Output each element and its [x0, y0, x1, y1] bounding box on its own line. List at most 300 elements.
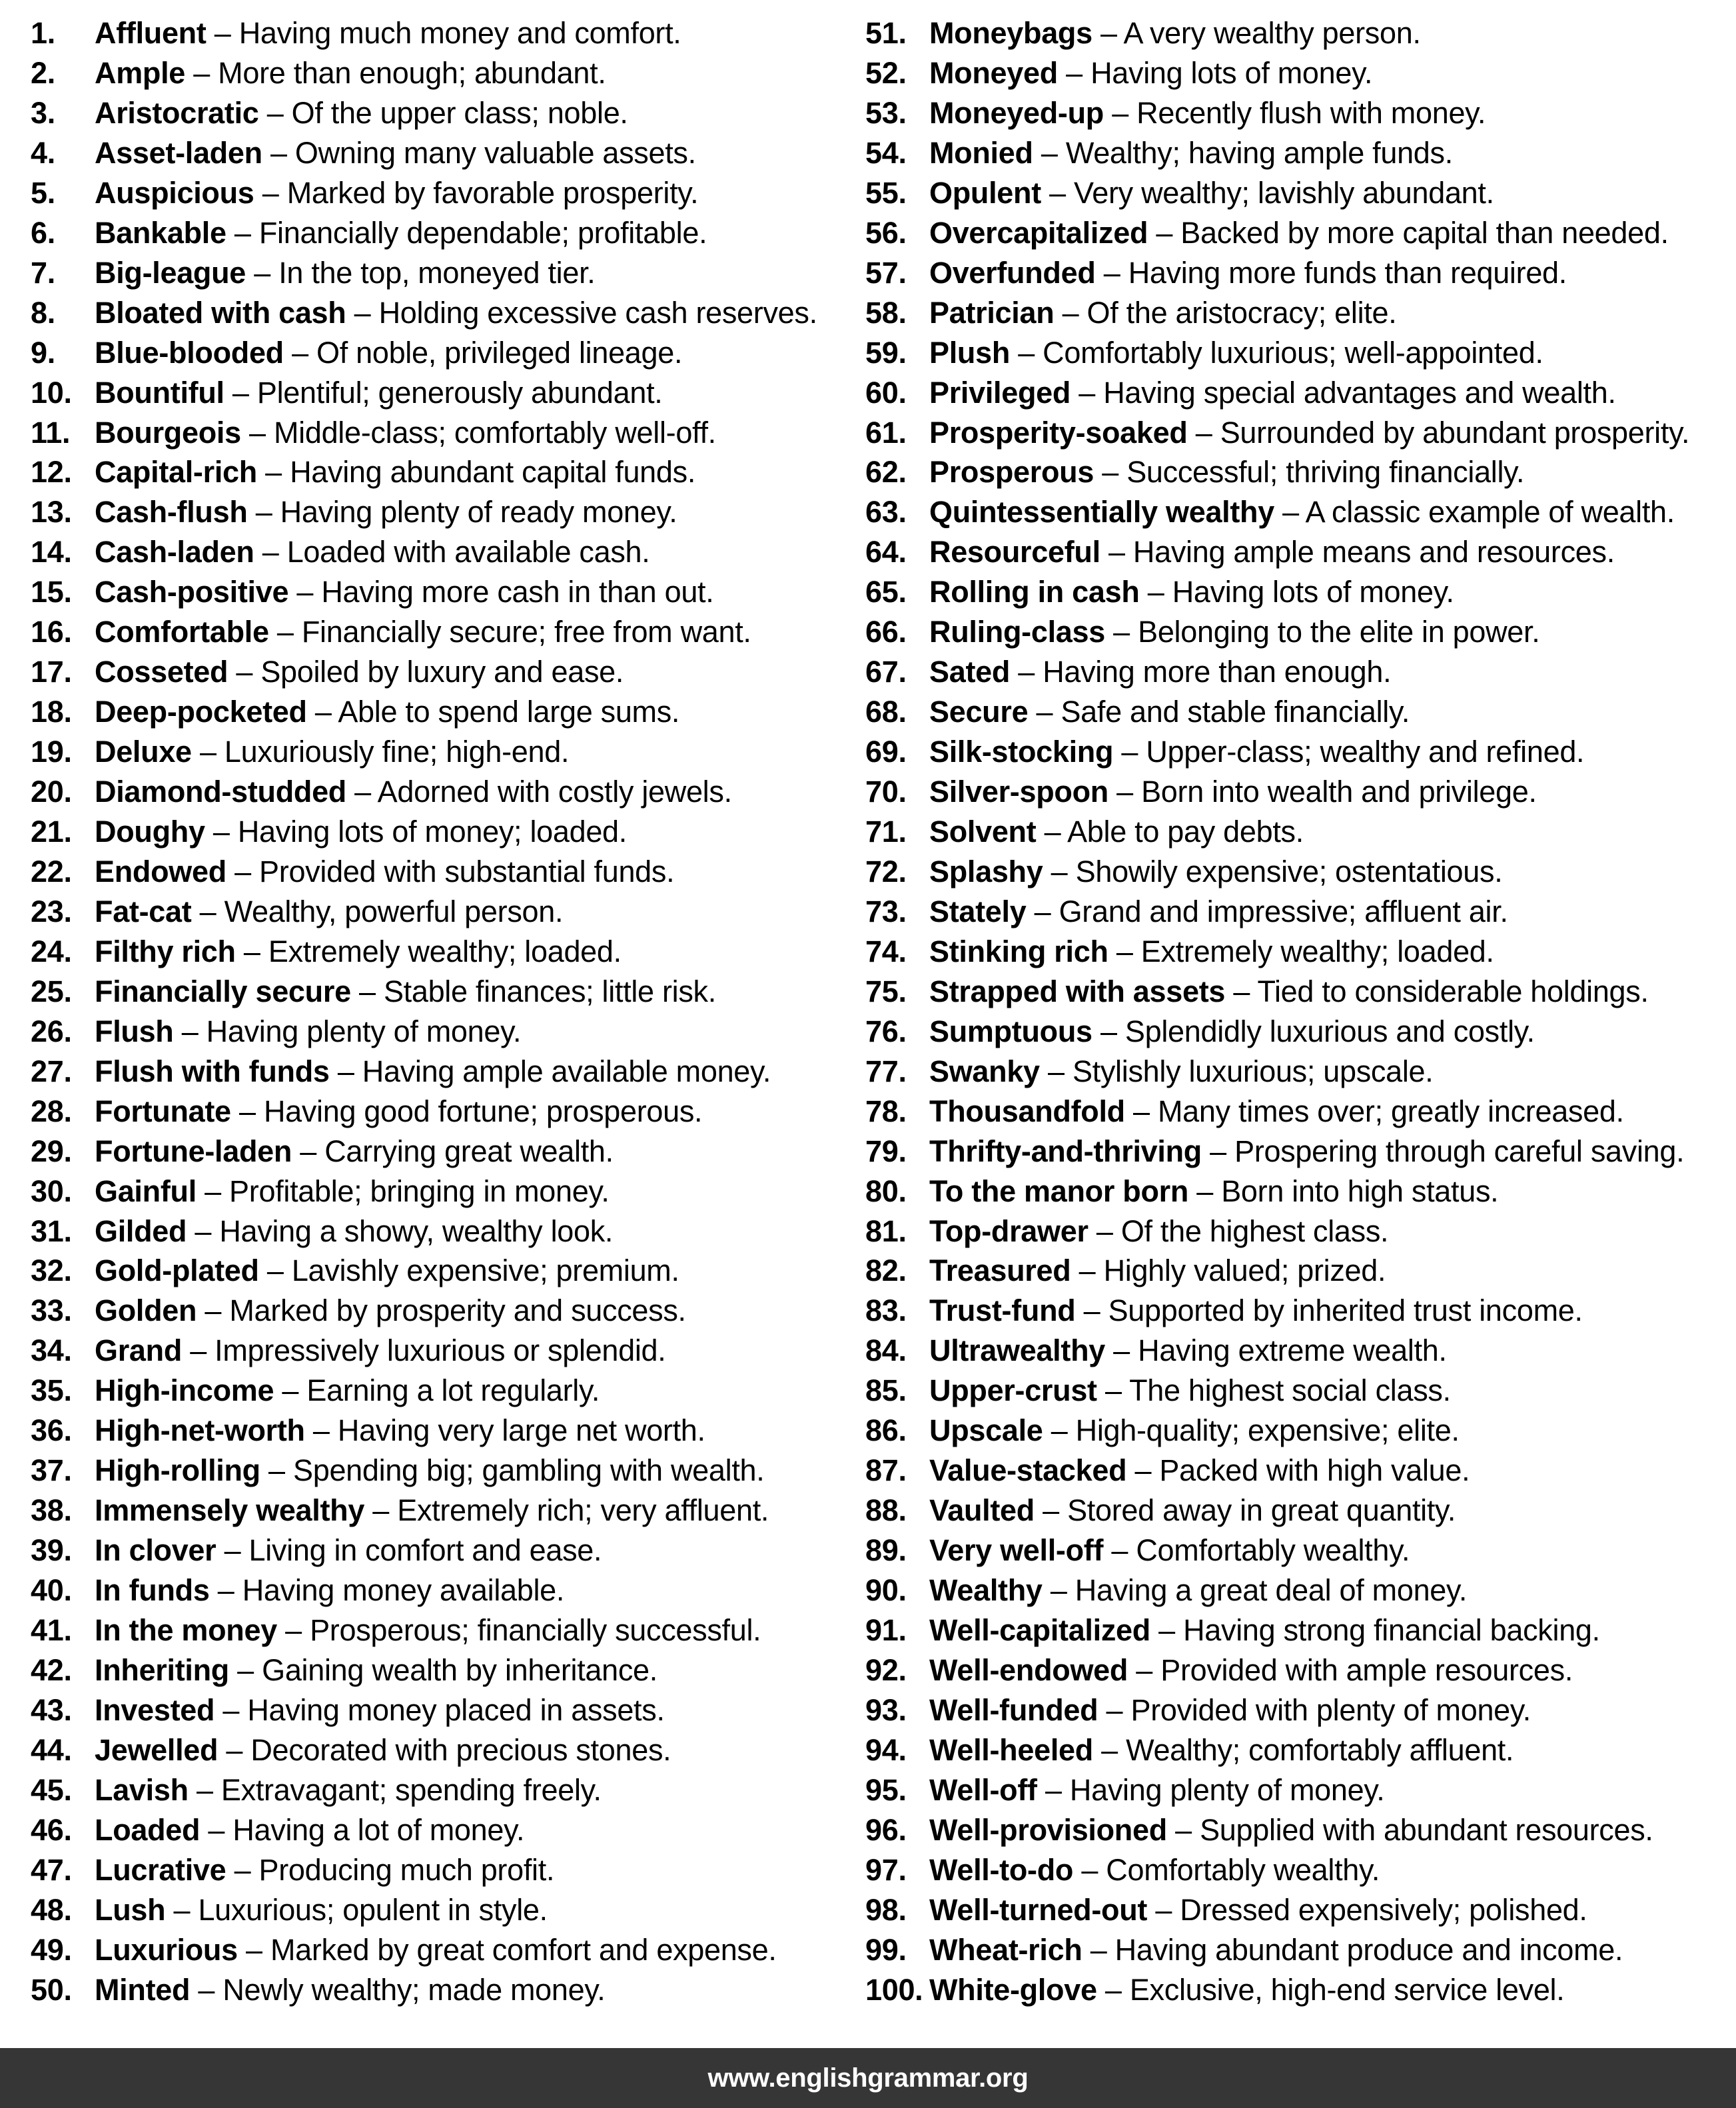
item-term: Lucrative — [95, 1852, 226, 1887]
item-number: 82. — [865, 1253, 907, 1288]
item-separator: – — [1098, 1692, 1131, 1727]
item-number: 98. — [865, 1892, 907, 1927]
item-number: 17. — [31, 655, 72, 689]
item-term: Cash-positive — [95, 575, 289, 609]
item-entry — [929, 1411, 1460, 1451]
item-term: Well-provisioned — [929, 1812, 1167, 1847]
item-term: Well-funded — [929, 1692, 1098, 1727]
item-term: Well-to-do — [929, 1852, 1074, 1887]
item-entry — [929, 93, 1486, 133]
item-term: Well-capitalized — [929, 1613, 1150, 1647]
item-separator: – — [190, 1972, 223, 2007]
item-definition: A classic example of wealth. — [1305, 495, 1675, 529]
item-number: 33. — [31, 1293, 72, 1328]
item-term: Overcapitalized — [929, 215, 1148, 250]
item-definition: Profitable; bringing in money. — [229, 1174, 610, 1208]
item-separator: – — [306, 695, 338, 729]
item-separator: – — [1042, 1573, 1075, 1608]
item-number: 88. — [865, 1493, 907, 1528]
item-separator: – — [288, 575, 322, 609]
item-number: 38. — [31, 1493, 72, 1528]
item-term: Aristocratic — [95, 95, 259, 130]
item-definition: Having ample available money. — [362, 1054, 771, 1088]
item-definition: A very wealthy person. — [1123, 16, 1421, 50]
item-definition: Having more cash in than out. — [321, 575, 714, 609]
item-entry — [95, 1610, 761, 1650]
item-definition: Successful; thriving financially. — [1126, 455, 1525, 490]
item-definition: Lavishly expensive; premium. — [291, 1253, 679, 1288]
item-separator: – — [191, 894, 224, 928]
item-term: Diamond-studded — [95, 775, 346, 809]
item-term: High-income — [95, 1373, 274, 1408]
item-number: 96. — [865, 1812, 907, 1847]
item-separator: – — [1071, 1253, 1104, 1288]
item-number: 13. — [31, 495, 72, 529]
item-term: Minted — [95, 1972, 191, 2007]
item-separator: – — [1071, 375, 1104, 410]
item-term: Ample — [95, 55, 186, 90]
item-separator: – — [188, 1772, 221, 1807]
item-separator: – — [268, 615, 302, 649]
item-number: 42. — [31, 1652, 72, 1687]
item-term: To the manor born — [929, 1174, 1189, 1208]
item-term: Doughy — [95, 815, 205, 849]
item-separator: – — [1126, 1453, 1160, 1488]
item-term: Gainful — [95, 1174, 197, 1208]
item-entry — [95, 1810, 524, 1850]
item-separator: – — [205, 815, 238, 849]
item-definition: Tied to considerable holdings. — [1257, 974, 1649, 1008]
item-term: Stinking rich — [929, 934, 1108, 968]
item-number: 14. — [31, 535, 72, 569]
item-number: 36. — [31, 1413, 72, 1448]
item-separator: – — [237, 1932, 270, 1967]
item-number: 28. — [31, 1094, 72, 1128]
item-number: 85. — [865, 1373, 907, 1408]
item-entry — [929, 1730, 1514, 1770]
item-definition: Impressively luxurious or splendid. — [215, 1333, 666, 1368]
item-number: 56. — [865, 215, 907, 250]
item-separator: – — [1073, 1852, 1106, 1887]
item-separator: – — [1057, 55, 1091, 90]
item-definition: Having more funds than required. — [1128, 255, 1567, 290]
item-separator: – — [1095, 255, 1128, 290]
item-term: Strapped with assets — [929, 974, 1226, 1008]
item-number: 6. — [31, 215, 55, 250]
item-separator: – — [346, 295, 379, 330]
item-entry — [95, 1531, 602, 1571]
item-entry — [929, 1291, 1583, 1331]
item-term: Invested — [95, 1692, 215, 1727]
item-term: Affluent — [95, 16, 207, 50]
item-number: 5. — [31, 175, 55, 210]
item-number: 22. — [31, 854, 72, 888]
item-separator: – — [256, 455, 290, 490]
item-separator: – — [254, 175, 287, 210]
item-entry — [95, 652, 624, 692]
item-separator: – — [1124, 1094, 1158, 1128]
item-number: 74. — [865, 934, 907, 968]
item-term: Grand — [95, 1333, 183, 1368]
item-number: 19. — [31, 735, 72, 769]
item-term: Well-endowed — [929, 1652, 1128, 1687]
item-entry — [929, 452, 1524, 492]
item-number: 59. — [865, 335, 907, 370]
item-number: 80. — [865, 1174, 907, 1208]
item-separator: – — [1128, 1652, 1161, 1687]
item-number: 34. — [31, 1333, 72, 1368]
item-term: Thrifty-and-thriving — [929, 1134, 1202, 1168]
item-definition: Having strong financial backing. — [1183, 1613, 1600, 1647]
item-number: 2. — [31, 55, 55, 90]
item-entry — [929, 692, 1410, 732]
item-definition: Marked by favorable prosperity. — [286, 175, 699, 210]
item-definition: Having more than enough. — [1043, 655, 1392, 689]
item-separator: – — [1100, 535, 1133, 569]
item-separator: – — [350, 974, 384, 1008]
item-separator: – — [1010, 335, 1043, 370]
item-definition: More than enough; abundant. — [218, 55, 606, 90]
item-separator: – — [196, 1174, 230, 1208]
item-entry — [95, 492, 677, 532]
item-separator: – — [1166, 1812, 1200, 1847]
item-entry — [95, 812, 627, 852]
item-term: Lavish — [95, 1772, 189, 1807]
item-term: Opulent — [929, 175, 1041, 210]
item-term: Privileged — [929, 375, 1071, 410]
item-separator: – — [1188, 1174, 1222, 1208]
item-term: Bankable — [95, 215, 226, 250]
item-number: 70. — [865, 775, 907, 809]
item-definition: Having very large net worth. — [337, 1413, 705, 1448]
item-separator: – — [226, 1852, 259, 1887]
item-number: 50. — [31, 1972, 72, 2007]
item-entry — [929, 53, 1372, 93]
item-definition: Wealthy; comfortably affluent. — [1126, 1732, 1514, 1767]
item-entry — [95, 452, 695, 492]
item-term: Immensely wealthy — [95, 1493, 365, 1528]
item-number: 77. — [865, 1054, 907, 1088]
item-entry — [929, 812, 1304, 852]
item-term: Fortune-laden — [95, 1134, 292, 1168]
item-entry — [929, 1451, 1470, 1491]
item-definition: Having good fortune; prosperous. — [263, 1094, 703, 1128]
item-term: Splashy — [929, 854, 1043, 888]
item-term: Capital-rich — [95, 455, 257, 490]
item-definition: Marked by prosperity and success. — [229, 1293, 686, 1328]
item-separator: – — [1092, 16, 1124, 50]
item-term: Deluxe — [95, 735, 192, 769]
item-number: 87. — [865, 1453, 907, 1488]
item-entry — [95, 692, 679, 732]
item-entry — [95, 1172, 610, 1212]
item-term: In the money — [95, 1613, 277, 1647]
item-number: 43. — [31, 1692, 72, 1727]
item-term: Luxurious — [95, 1932, 238, 1967]
item-number: 67. — [865, 655, 907, 689]
item-entry — [929, 1970, 1564, 2010]
item-definition: Safe and stable financially. — [1061, 695, 1410, 729]
item-definition: Provided with plenty of money. — [1130, 1692, 1531, 1727]
item-definition: Having extreme wealth. — [1138, 1333, 1447, 1368]
item-separator: – — [329, 1054, 362, 1088]
item-entry — [929, 652, 1391, 692]
item-definition: Having abundant capital funds. — [290, 455, 696, 490]
item-definition: Exclusive, high-end service level. — [1129, 1972, 1565, 2007]
item-term: Vaulted — [929, 1493, 1035, 1528]
item-term: Sated — [929, 655, 1011, 689]
item-term: Blue-blooded — [95, 335, 284, 370]
item-term: Value-stacked — [929, 1453, 1127, 1488]
item-entry — [95, 1411, 705, 1451]
item-definition: Having lots of money. — [1172, 575, 1454, 609]
item-entry — [95, 253, 596, 293]
item-number: 12. — [31, 455, 72, 490]
item-entry — [95, 612, 751, 652]
item-separator: – — [247, 495, 280, 529]
item-term: Stately — [929, 894, 1027, 928]
item-definition: Having lots of money. — [1090, 55, 1373, 90]
item-number: 100. — [865, 1972, 923, 2007]
item-definition: Belonging to the elite in power. — [1138, 615, 1540, 649]
item-definition: Stable finances; little risk. — [383, 974, 716, 1008]
item-number: 52. — [865, 55, 907, 90]
item-definition: Living in comfort and ease. — [248, 1533, 602, 1568]
item-definition: Loaded with available cash. — [286, 535, 650, 569]
item-number: 84. — [865, 1333, 907, 1368]
item-separator: – — [1026, 894, 1059, 928]
item-number: 94. — [865, 1732, 907, 1767]
item-entry — [95, 1890, 548, 1930]
item-number: 73. — [865, 894, 907, 928]
item-term: Wealthy — [929, 1573, 1043, 1608]
item-entry — [929, 1172, 1498, 1212]
item-separator: – — [1274, 495, 1306, 529]
item-term: Comfortable — [95, 615, 269, 649]
item-entry — [929, 1890, 1587, 1930]
item-term: Gold-plated — [95, 1253, 259, 1288]
item-definition: Comfortably luxurious; well-appointed. — [1043, 335, 1543, 370]
item-entry — [95, 1730, 671, 1770]
item-entry — [95, 53, 606, 93]
item-term: Prosperous — [929, 455, 1094, 490]
item-separator: – — [1104, 615, 1138, 649]
item-entry — [95, 1291, 686, 1331]
item-entry — [95, 13, 681, 53]
item-term: Silver-spoon — [929, 775, 1108, 809]
item-term: Cash-laden — [95, 535, 254, 569]
item-entry — [95, 732, 569, 772]
item-number: 91. — [865, 1613, 907, 1647]
item-term: Solvent — [929, 815, 1037, 849]
item-separator: – — [216, 1533, 249, 1568]
item-number: 62. — [865, 455, 907, 490]
item-entry — [95, 1371, 600, 1411]
item-definition: Comfortably wealthy. — [1106, 1852, 1380, 1887]
item-entry — [929, 133, 1453, 173]
item-number: 72. — [865, 854, 907, 888]
item-number: 97. — [865, 1852, 907, 1887]
item-definition: Born into wealth and privilege. — [1141, 775, 1537, 809]
item-definition: Having a great deal of money. — [1075, 1573, 1468, 1608]
item-definition: Comfortably wealthy. — [1136, 1533, 1410, 1568]
item-number: 4. — [31, 135, 55, 170]
item-entry — [929, 1371, 1451, 1411]
item-definition: Surrounded by abundant prosperity. — [1220, 415, 1690, 450]
item-number: 66. — [865, 615, 907, 649]
item-separator: – — [1082, 1932, 1115, 1967]
item-entry — [929, 972, 1649, 1012]
item-entry — [929, 1770, 1384, 1810]
item-separator: – — [258, 95, 292, 130]
item-number: 26. — [31, 1014, 72, 1048]
item-separator: – — [215, 1692, 248, 1727]
item-entry — [929, 1092, 1624, 1132]
item-separator: – — [283, 335, 317, 370]
item-separator: – — [304, 1413, 338, 1448]
item-number: 11. — [31, 415, 71, 450]
item-definition: Splendidly luxurious and costly. — [1124, 1014, 1535, 1048]
item-definition: Of the highest class. — [1120, 1214, 1389, 1248]
item-entry — [95, 1331, 665, 1371]
item-number: 45. — [31, 1772, 72, 1807]
item-definition: Decorated with precious stones. — [250, 1732, 671, 1767]
item-number: 16. — [31, 615, 72, 649]
item-term: Deep-pocketed — [95, 695, 307, 729]
item-term: Well-off — [929, 1772, 1037, 1807]
item-number: 24. — [31, 934, 72, 968]
item-definition: Having special advantages and wealth. — [1103, 375, 1616, 410]
item-term: High-rolling — [95, 1453, 260, 1488]
item-definition: Owning many valuable assets. — [294, 135, 696, 170]
item-entry — [95, 1491, 769, 1531]
item-definition: In the top, moneyed tier. — [278, 255, 596, 290]
item-term: White-glove — [929, 1972, 1097, 2007]
item-entry — [929, 532, 1615, 572]
item-entry — [95, 1012, 521, 1052]
item-term: Inheriting — [95, 1652, 229, 1687]
item-separator: – — [226, 854, 260, 888]
item-definition: Having plenty of money. — [206, 1014, 522, 1048]
item-separator: – — [1103, 1533, 1136, 1568]
item-definition: Recently flush with money. — [1136, 95, 1486, 130]
item-number: 7. — [31, 255, 55, 290]
item-number: 55. — [865, 175, 907, 210]
item-term: Secure — [929, 695, 1029, 729]
item-definition: Supplied with abundant resources. — [1200, 1812, 1653, 1847]
item-number: 68. — [865, 695, 907, 729]
item-separator: – — [1150, 1613, 1184, 1647]
item-term: Ultrawealthy — [929, 1333, 1105, 1368]
item-number: 31. — [31, 1214, 72, 1248]
item-entry — [95, 293, 817, 333]
item-entry — [95, 1251, 679, 1291]
item-separator: – — [165, 1892, 199, 1927]
item-number: 30. — [31, 1174, 72, 1208]
item-separator: – — [292, 1134, 325, 1168]
item-separator: – — [1094, 455, 1127, 490]
item-entry — [95, 1092, 702, 1132]
item-entry — [929, 892, 1508, 932]
item-definition: Marked by great comfort and expense. — [270, 1932, 777, 1967]
item-term: Bourgeois — [95, 415, 241, 450]
item-entry — [929, 373, 1616, 413]
item-definition: Having much money and comfort. — [238, 16, 681, 50]
item-term: Prosperity-soaked — [929, 415, 1188, 450]
item-definition: Newly wealthy; made money. — [222, 1972, 606, 2007]
item-separator: – — [254, 535, 287, 569]
item-number: 8. — [31, 295, 55, 330]
item-term: Lush — [95, 1892, 166, 1927]
item-term: Endowed — [95, 854, 226, 888]
item-separator: – — [173, 1014, 207, 1048]
item-separator: – — [276, 1613, 310, 1647]
item-term: Plush — [929, 335, 1011, 370]
item-definition: Having a lot of money. — [232, 1812, 525, 1847]
item-entry — [929, 932, 1494, 972]
item-separator: – — [346, 775, 378, 809]
item-number: 32. — [31, 1253, 72, 1288]
item-definition: Extravagant; spending freely. — [220, 1772, 602, 1807]
item-number: 46. — [31, 1812, 72, 1847]
item-term: Auspicious — [95, 175, 254, 210]
item-entry — [929, 1212, 1388, 1251]
item-number: 86. — [865, 1413, 907, 1448]
item-term: Big-league — [95, 255, 246, 290]
item-entry — [95, 532, 650, 572]
item-definition: Prosperous; financially successful. — [310, 1613, 761, 1647]
item-number: 21. — [31, 815, 72, 849]
item-number: 54. — [865, 135, 907, 170]
item-term: Upscale — [929, 1413, 1043, 1448]
item-separator: – — [1096, 1972, 1130, 2007]
item-entry — [95, 932, 622, 972]
item-term: Moneyed — [929, 55, 1058, 90]
item-entry — [929, 213, 1669, 253]
item-term: Resourceful — [929, 535, 1100, 569]
item-separator: – — [1187, 415, 1220, 450]
item-separator: – — [1092, 1732, 1126, 1767]
item-separator: – — [1043, 1413, 1076, 1448]
item-entry — [929, 1531, 1410, 1571]
item-term: Sumptuous — [929, 1014, 1092, 1048]
item-term: Swanky — [929, 1054, 1040, 1088]
item-entry — [929, 333, 1543, 373]
item-separator: – — [1033, 135, 1066, 170]
item-definition: Of the upper class; noble. — [291, 95, 628, 130]
item-separator: – — [1148, 215, 1181, 250]
item-entry — [929, 1491, 1456, 1531]
item-entry — [929, 1650, 1573, 1690]
item-separator: – — [1039, 1054, 1073, 1088]
item-term: Top-drawer — [929, 1214, 1088, 1248]
item-separator: – — [1108, 775, 1142, 809]
item-term: Trust-fund — [929, 1293, 1076, 1328]
item-term: Thousandfold — [929, 1094, 1125, 1128]
item-number: 93. — [865, 1692, 907, 1727]
item-definition: Prospering through careful saving. — [1234, 1134, 1685, 1168]
item-definition: Grand and impressive; affluent air. — [1059, 894, 1508, 928]
item-separator: – — [235, 934, 268, 968]
item-definition: Born into high status. — [1221, 1174, 1499, 1208]
item-number: 23. — [31, 894, 72, 928]
item-separator: – — [1147, 1892, 1180, 1927]
item-term: Moneyed-up — [929, 95, 1104, 130]
item-number: 44. — [31, 1732, 72, 1767]
item-separator: – — [1225, 974, 1258, 1008]
item-term: Financially secure — [95, 974, 351, 1008]
item-definition: Having ample means and resources. — [1132, 535, 1615, 569]
